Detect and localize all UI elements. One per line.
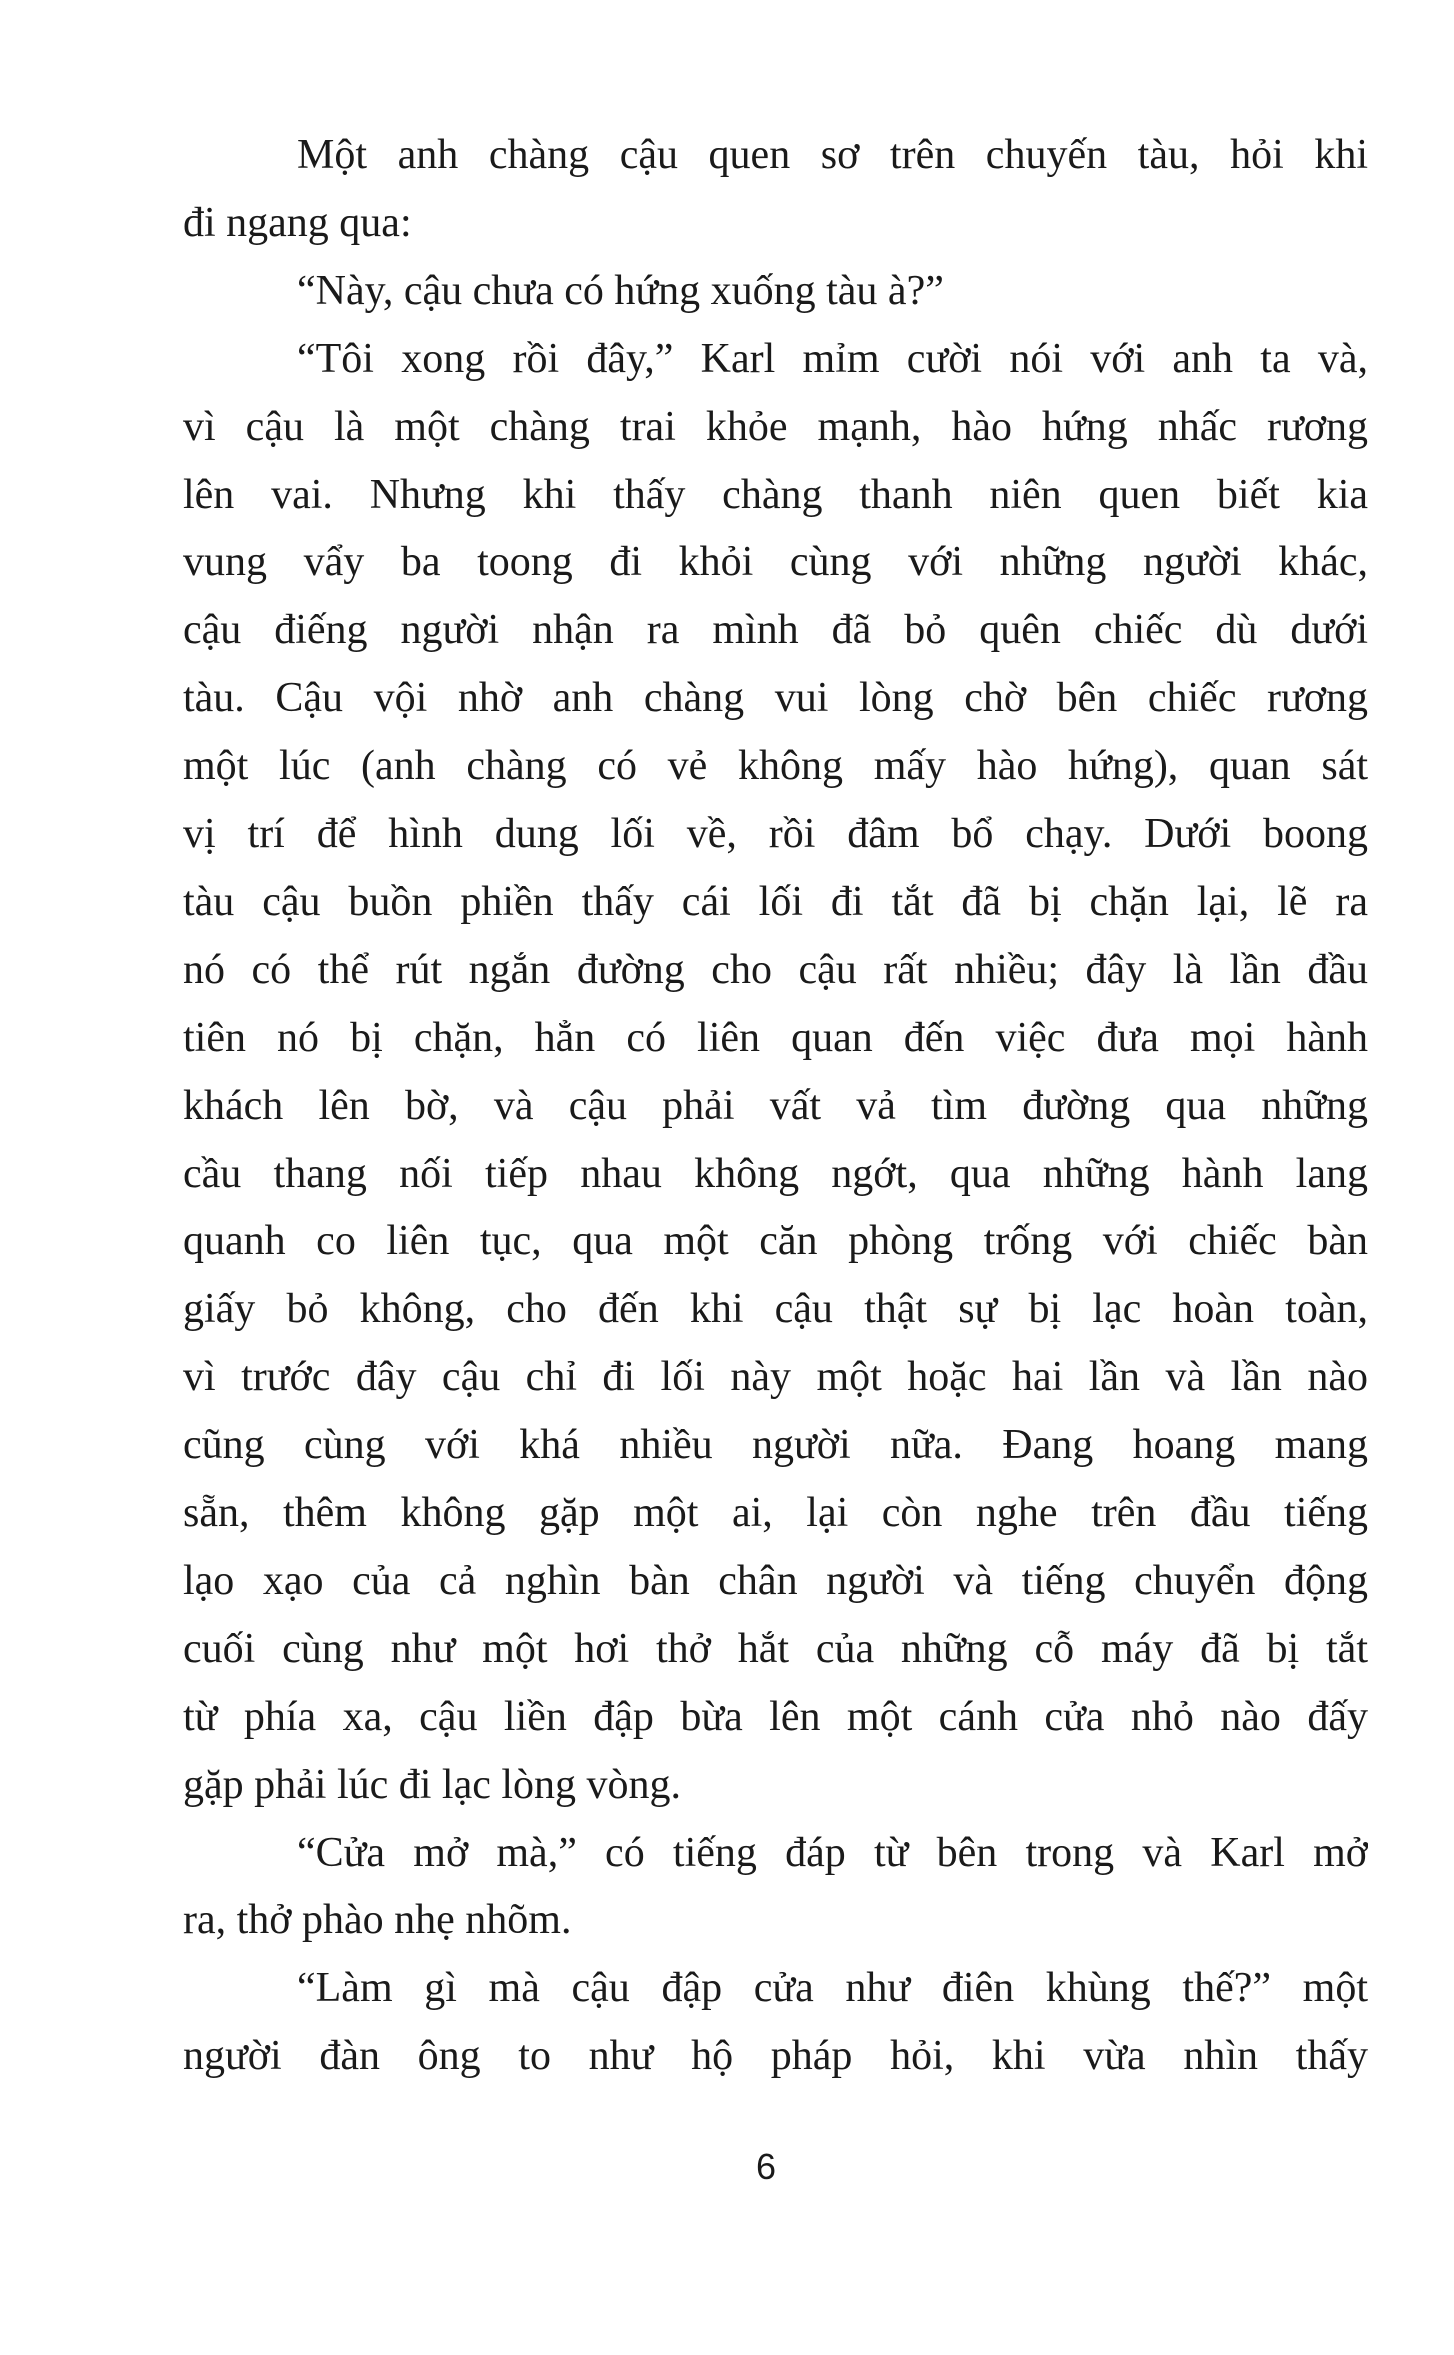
text-line: lên vai. Nhưng khi thấy chàng thanh niên quen biết kia [183, 471, 1368, 518]
text-line: quanh co liên tục, qua một căn phòng trống với chiếc bàn [183, 1218, 1368, 1265]
text-line: “Làm gì mà cậu đập cửa như điên khùng thế?” một [297, 1965, 1368, 2012]
text-line: cầu thang nối tiếp nhau không ngớt, qua những hành lang [183, 1150, 1368, 1197]
text-line: khách lên bờ, và cậu phải vất vả tìm đường qua những [183, 1082, 1368, 1129]
text-line: giấy bỏ không, cho đến khi cậu thật sự bị lạc hoàn toàn, [183, 1286, 1368, 1333]
text-line: tàu cậu buồn phiền thấy cái lối đi tắt đã bị chặn lại, lẽ ra [183, 878, 1368, 925]
text-line: vị trí để hình dung lối về, rồi đâm bổ chạy. Dưới boong [183, 811, 1368, 857]
text-line: đi ngang qua: [183, 199, 412, 246]
text-line: người đàn ông to như hộ pháp hỏi, khi vừa nhìn thấy [183, 2033, 1368, 2080]
page-number: 6 [755, 2146, 777, 2187]
text-line: vì trước đây cậu chỉ đi lối này một hoặc hai lần và lần nào [183, 1354, 1368, 1401]
text-line: từ phía xa, cậu liền đập bừa lên một cánh cửa nhỏ nào đấy [183, 1693, 1368, 1740]
text-line: vung vẩy ba toong đi khỏi cùng với những người khác, [183, 539, 1368, 586]
text-line: một lúc (anh chàng có vẻ không mấy hào hứng), quan sát [183, 743, 1368, 790]
text-line: vì cậu là một chàng trai khỏe mạnh, hào hứng nhấc rương [183, 403, 1368, 450]
text-line: ra, thở phào nhẹ nhõm. [183, 1897, 572, 1944]
text-line: cuối cùng như một hơi thở hắt của những cỗ máy đã bị tắt [183, 1625, 1368, 1672]
text-line: nó có thể rút ngắn đường cho cậu rất nhiều; đây là lần đầu [183, 946, 1368, 993]
text-line: cũng cùng với khá nhiều người nữa. Đang hoang mang [183, 1422, 1368, 1469]
text-line: tiên nó bị chặn, hẳn có liên quan đến việc đưa mọi hành [183, 1014, 1368, 1061]
text-line: gặp phải lúc đi lạc lòng vòng. [183, 1761, 682, 1808]
text-line: “Cửa mở mà,” có tiếng đáp từ bên trong và Karl mở [297, 1829, 1368, 1876]
text-line: sẵn, thêm không gặp một ai, lại còn nghe trên đầu tiếng [183, 1490, 1368, 1536]
text-line: Một anh chàng cậu quen sơ trên chuyến tàu, hỏi khi [297, 132, 1368, 178]
text-line: lạo xạo của cả nghìn bàn chân người và tiếng chuyển động [183, 1557, 1368, 1604]
text-line: “Tôi xong rồi đây,” Karl mỉm cười nói với anh ta và, [297, 335, 1368, 382]
text-line: cậu điếng người nhận ra mình đã bỏ quên chiếc dù dưới [183, 607, 1368, 654]
text-line: “Này, cậu chưa có hứng xuống tàu à?” [297, 267, 944, 314]
text-line: tàu. Cậu vội nhờ anh chàng vui lòng chờ bên chiếc rương [183, 675, 1368, 722]
